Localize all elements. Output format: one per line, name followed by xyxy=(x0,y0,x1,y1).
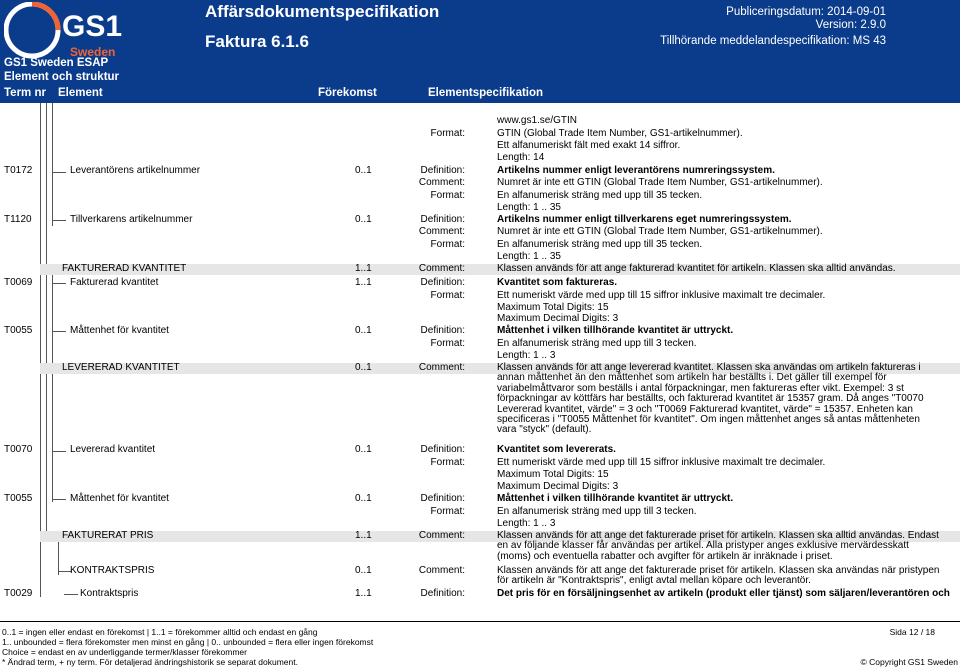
spec-label: Definition: xyxy=(420,588,465,599)
tree-tick xyxy=(52,331,66,332)
spec-label: Definition: xyxy=(420,493,465,504)
definition-text: Kvantitet som levererats. xyxy=(497,444,616,455)
footer-legend-3: Choice = endast en av underliggande termer/klasser förekommer xyxy=(2,647,247,657)
element-name: Levererad kvantitet xyxy=(70,444,156,455)
spec-text: Maximum Total Digits: 15 xyxy=(497,469,609,480)
tree-tick xyxy=(52,451,66,452)
definition-text: Artikelns nummer enligt leverantörens numreringssystem. xyxy=(497,165,775,176)
class-name: FAKTURERAD KVANTITET xyxy=(62,263,187,274)
term-number: T0069 xyxy=(4,277,33,288)
term-number: T0172 xyxy=(4,165,33,176)
column-header-element: Element xyxy=(58,87,103,99)
spec-text: Ett alfanumeriskt fält med exakt 14 siffror. xyxy=(497,140,681,151)
element-name: Tillverkarens artikelnummer xyxy=(70,214,193,225)
term-number: T0055 xyxy=(4,325,33,336)
element-name: Måttenhet för kvantitet xyxy=(70,325,169,336)
spec-text: Length: 1 .. 3 xyxy=(497,350,556,361)
definition-text: Måttenhet i vilken tillhörande kvantitet är uttryckt. xyxy=(497,493,734,504)
svg-text:Sweden: Sweden xyxy=(70,45,116,59)
spec-text: En alfanumerisk sträng med upp till 3 tecken. xyxy=(497,506,697,517)
element-name: Måttenhet för kvantitet xyxy=(70,493,169,504)
term-number: T0055 xyxy=(4,493,33,504)
spec-text: Ett numeriskt värde med upp till 15 siffror inklusive maximalt tre decimaler. xyxy=(497,290,826,301)
spec-text: En alfanumerisk sträng med upp till 35 tecken. xyxy=(497,239,703,250)
tree-line xyxy=(52,103,53,226)
tree-line xyxy=(46,103,47,541)
spec-text: Maximum Decimal Digits: 3 xyxy=(497,481,619,492)
tree-tick xyxy=(64,594,78,595)
spec-label: Format: xyxy=(430,290,465,301)
definition-text: Artikelns nummer enligt tillverkarens eget numreringssystem. xyxy=(497,214,792,225)
column-header-occurrence: Förekomst xyxy=(318,87,377,99)
spec-text: www.gs1.se/GTIN xyxy=(497,115,578,126)
term-number: T0070 xyxy=(4,444,33,455)
spec-text: Ett numeriskt värde med upp till 15 siffror inklusive maximalt tre decimaler. xyxy=(497,457,826,468)
document-subtitle: Faktura 6.1.6 xyxy=(205,32,309,51)
spec-label: Comment: xyxy=(418,565,465,576)
spec-text: Maximum Decimal Digits: 3 xyxy=(497,313,619,324)
comment-text: Klassen används för att ange levererad kvantitet. Klassen ska användas om artikeln faktureras i annan måttenhet än den måttenhet som artikeln har beställts i. Det gäller till exempel för variabelmåttvaror som beställs i antal förpackningar, men faktureras efter vikt. Exempel: 3 st förpackningar av köttfärs har beställts, och fakturerad kvantitet är 15357 gram. Då anges "T0070 Levererad kvantitet, värde" = 3 och "T0069 Fakturerad kvantitet, värde" = 15357. Enheten kan specificeras i "T0055 Måttenhet för kvantitet". Om ingen måttenhet anges så antas måttenheten vara "styck" (default). xyxy=(497,362,924,436)
term-number: T0029 xyxy=(4,588,33,599)
element-table xyxy=(0,103,960,603)
tree-tick xyxy=(52,499,66,500)
version: Version: 2.9.0 xyxy=(815,19,886,31)
spec-label: Comment: xyxy=(418,362,465,373)
spec-label: Format: xyxy=(430,506,465,517)
spec-label: Comment: xyxy=(418,226,465,237)
svg-text:GS1: GS1 xyxy=(62,10,122,43)
spec-label: Format: xyxy=(430,190,465,201)
column-header-spec: Elementspecifikation xyxy=(428,87,544,99)
publish-date: Publiceringsdatum: 2014-09-01 xyxy=(726,6,886,18)
spec-label: Comment: xyxy=(418,530,465,541)
spec-label: Definition: xyxy=(420,165,465,176)
page-number: Sida 12 / 18 xyxy=(889,627,935,637)
footer-legend-1: 0..1 = ingen eller endast en förekomst | 1..1 = förekommer alltid och endast en gång xyxy=(2,627,318,637)
spec-label: Definition: xyxy=(420,325,465,336)
comment-text: Klassen används för att ange det fakturerade priset för artikeln. Klassen ska användas när pristypen för artikeln är "Kontraktspris", enligt avtal mellan köpare och leverantör. xyxy=(497,565,940,587)
definition-text: Kvantitet som faktureras. xyxy=(497,277,618,288)
spec-text: Numret är inte ett GTIN (Global Trade Item Number, GS1-artikelnummer). xyxy=(497,177,823,188)
occurrence: 1..1 xyxy=(355,277,372,288)
spec-text: Numret är inte ett GTIN (Global Trade Item Number, GS1-artikelnummer). xyxy=(497,226,823,237)
spec-text: Length: 1 .. 35 xyxy=(497,251,561,262)
tree-tick xyxy=(52,283,66,284)
occurrence: 0..1 xyxy=(355,214,372,225)
tree-line xyxy=(52,369,53,502)
spec-label: Comment: xyxy=(418,177,465,188)
definition-text: Måttenhet i vilken tillhörande kvantitet är uttryckt. xyxy=(497,325,734,336)
footer-rule xyxy=(0,621,960,622)
section-name: Element och struktur xyxy=(4,71,120,83)
spec-label: Comment: xyxy=(418,263,465,274)
class-name: FAKTURERAT PRIS xyxy=(62,530,154,541)
column-header-term: Term nr xyxy=(4,87,46,99)
occurrence: 0..1 xyxy=(355,165,372,176)
footer-legend-4: * Ändrad term, + ny term. För detaljerad ändringshistorik se separat dokument. xyxy=(2,657,298,667)
spec-text: En alfanumerisk sträng med upp till 3 tecken. xyxy=(497,338,697,349)
document-title: Affärsdokumentspecifikation xyxy=(205,2,440,21)
spec-label: Format: xyxy=(430,128,465,139)
spec-label: Definition: xyxy=(420,277,465,288)
spec-text: Length: 1 .. 3 xyxy=(497,518,556,529)
tree-line xyxy=(52,269,53,369)
occurrence: 1..1 xyxy=(355,263,372,274)
definition-text: Det pris för en försäljningsenhet av artikeln (produkt eller tjänst) som säljaren/leverantören och xyxy=(497,588,950,599)
element-name: Leverantörens artikelnummer xyxy=(70,165,201,176)
occurrence: 0..1 xyxy=(355,325,372,336)
occurrence: 0..1 xyxy=(355,362,372,373)
spec-label: Format: xyxy=(430,239,465,250)
element-name: Kontraktspris xyxy=(80,588,139,599)
class-name: KONTRAKTSPRIS xyxy=(70,565,155,576)
occurrence: 1..1 xyxy=(355,530,372,541)
occurrence: 0..1 xyxy=(355,493,372,504)
comment-text: Klassen används för att ange fakturerad kvantitet för artikeln. Klassen ska alltid användas. xyxy=(497,263,896,274)
term-number: T1120 xyxy=(4,214,32,225)
message-spec: Tillhörande meddelandespecifikation: MS 43 xyxy=(660,35,886,47)
spec-text: Length: 14 xyxy=(497,152,545,163)
occurrence: 0..1 xyxy=(355,565,372,576)
tree-line xyxy=(58,541,59,575)
comment-text: Klassen används för att ange det fakturerade priset för artikeln. Klassen ska alltid användas. Endast en av följande klasser får användas per artikel. Alla pristyper anges exklusive mervärdesskatt (moms) och eventuella rabatter och avgifter för artikeln är inräknade i priset. xyxy=(497,530,939,562)
class-name: LEVERERAD KVANTITET xyxy=(62,362,180,373)
spec-text: Maximum Total Digits: 15 xyxy=(497,302,609,313)
footer-legend-2: 1.. unbounded = flera förekomster men minst en gång | 0.. unbounded = flera eller ingen förekomst xyxy=(2,637,374,647)
org-name: GS1 Sweden ESAP xyxy=(4,57,109,69)
tree-line xyxy=(40,103,41,597)
tree-tick xyxy=(52,172,66,173)
spec-text: GTIN (Global Trade Item Number, GS1-artikelnummer). xyxy=(497,128,743,139)
gs1-sweden-logo xyxy=(4,2,122,60)
spec-label: Format: xyxy=(430,338,465,349)
spec-text: Length: 1 .. 35 xyxy=(497,202,561,213)
occurrence: 0..1 xyxy=(355,444,372,455)
spec-label: Definition: xyxy=(420,444,465,455)
spec-text: En alfanumerisk sträng med upp till 35 tecken. xyxy=(497,190,703,201)
document-header xyxy=(0,0,960,103)
tree-tick xyxy=(52,220,66,221)
copyright: © Copyright GS1 Sweden xyxy=(860,657,958,667)
occurrence: 1..1 xyxy=(355,588,372,599)
element-name: Fakturerad kvantitet xyxy=(70,277,159,288)
spec-label: Definition: xyxy=(420,214,465,225)
spec-label: Format: xyxy=(430,457,465,468)
